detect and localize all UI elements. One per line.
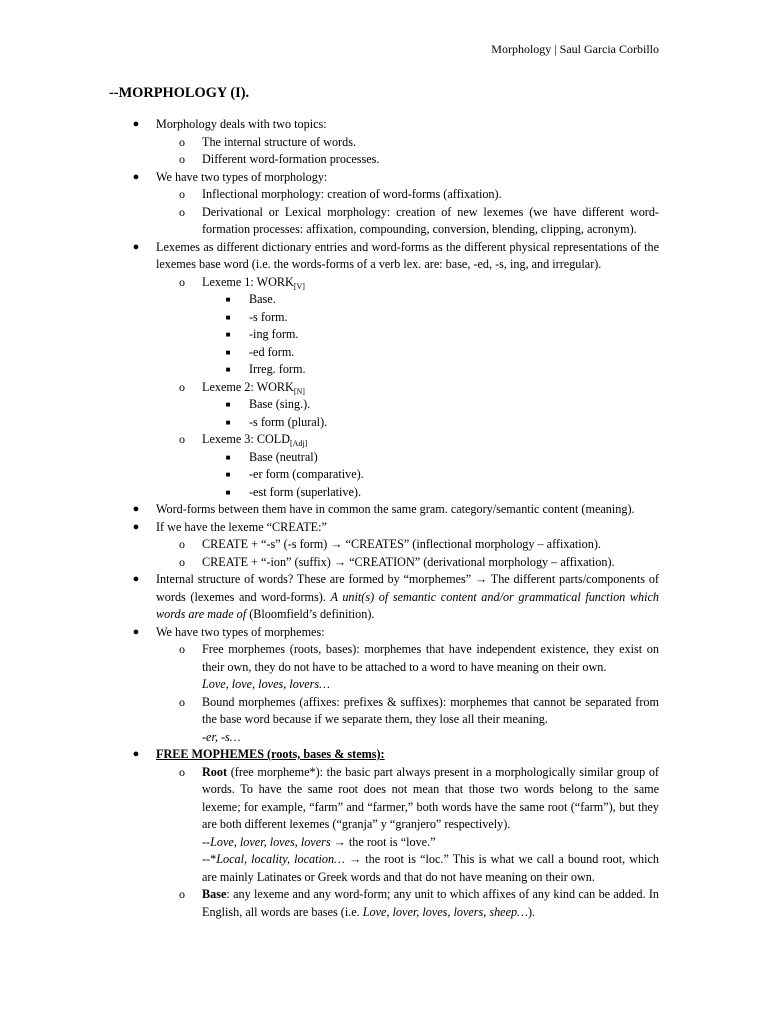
list-item-level-3 (225, 449, 659, 467)
circle-bullet-icon: o (179, 134, 185, 149)
text-segment: Inflectional morphology: creation of word-forms (affixation). (202, 187, 502, 201)
text-segment: -ed form. (249, 344, 295, 359)
list-item-level-3 (225, 466, 659, 484)
continuation-line (202, 851, 659, 886)
text-segment: FREE MOPHEMES (roots, bases & stems): (156, 747, 385, 761)
text-segment: Bound morphemes (affixes: prefixes & suffixes): morphemes that cannot be separated from the base word because if we separate them, they lose all their meaning. (202, 694, 659, 726)
dot-bullet-icon: ● (132, 118, 140, 130)
text-segment: We have two types of morphemes: (156, 624, 325, 639)
text-segment: We have two types of morphology: (156, 169, 328, 184)
circle-bullet-icon: o (179, 694, 185, 709)
circle-bullet-icon: o (179, 187, 185, 201)
text-segment: Base (sing.). (249, 397, 311, 411)
square-bullet-icon: ■ (225, 452, 231, 462)
list-item-level-2 (179, 886, 659, 921)
list-item-level-2 (179, 554, 659, 572)
dot-bullet-icon: ● (132, 625, 140, 638)
list-item-level-3 (225, 484, 659, 502)
list-item-level-3 (225, 291, 659, 309)
text-segment: Derivational or Lexical morphology: creation of new lexemes (we have different word-formation processes: affixation, compounding, conversion, blending, clipping, acronym). (202, 204, 659, 236)
circle-bullet-icon: o (179, 204, 185, 219)
list-item-level-3 (225, 326, 659, 344)
text-segment: Root (202, 764, 228, 779)
text-segment: [Adj] (290, 439, 308, 448)
text-segment: -est form (superlative). (249, 484, 362, 499)
text-segment: Irreg. form. (249, 362, 306, 376)
text-segment: [N] (293, 386, 305, 396)
dot-bullet-icon: ● (132, 748, 140, 760)
text-segment: Love, lover, loves, lovers, sheep… (362, 904, 528, 919)
text-segment: → the root is “loc.” This is what we call a bound root, which are mainly Latinates or Greek words and that do not have meaning on their own. (202, 852, 659, 884)
circle-bullet-icon: o (179, 887, 185, 901)
list-item-level-2 (179, 694, 659, 729)
text-segment: Word-forms between them have in common the same gram. category/semantic content (meaning). (156, 502, 635, 516)
text-segment: → the root is “love.” (330, 834, 436, 849)
square-bullet-icon: ■ (225, 417, 231, 427)
list-item-level-3 (225, 344, 659, 362)
list-item-level-1 (132, 239, 659, 274)
text-segment: Base (202, 887, 227, 901)
text-segment: Lexemes as different dictionary entries and word-forms as the different physical representations of the lexemes base word (i.e. the words-forms of a verb lex. are: base, -ed, -s, ing, and irregular). (156, 239, 659, 271)
circle-bullet-icon: o (179, 274, 185, 289)
square-bullet-icon: ■ (225, 487, 231, 497)
text-segment: -s form. (249, 309, 288, 324)
list-item-level-2 (179, 431, 659, 449)
list-item-level-2 (179, 379, 659, 397)
square-bullet-icon: ■ (225, 295, 231, 304)
text-segment: -ing form. (249, 327, 299, 341)
list-item-level-1 (132, 116, 659, 134)
list-item-level-1 (132, 624, 659, 642)
text-segment: (free morpheme*): the basic part always present in a morphologically similar group of words. To have the same root does not mean that those two words belong to the same lexeme; for example, “farm” and “farmer,” both words have the same root (“farm”), but they are both different lexemes (“granja” y “granjero” respectively). (202, 764, 659, 831)
list-item-level-1 (132, 571, 659, 624)
list-item-level-1 (132, 746, 659, 764)
text-segment: -- (202, 834, 211, 849)
document-title: --MORPHOLOGY (I). (109, 85, 250, 101)
dot-bullet-icon: ● (132, 240, 140, 253)
text-segment: -er, -s… (202, 729, 241, 744)
list-item-level-2 (179, 274, 659, 292)
text-segment: ). (527, 904, 536, 919)
text-segment: --* (202, 852, 217, 866)
text-segment: Lexeme 1: WORK (202, 274, 294, 289)
list-item-level-3 (225, 396, 659, 414)
text-segment: A unit(s) of semantic content and/or grammatical function which words are made of (156, 589, 659, 621)
page-header: Morphology | Saul Garcia Corbillo (491, 42, 659, 56)
text-segment: -er form (comparative). (249, 467, 364, 481)
circle-bullet-icon: o (179, 554, 185, 569)
circle-bullet-icon: o (179, 379, 185, 394)
text-segment: Base (neutral) (249, 449, 318, 464)
dot-bullet-icon: ● (132, 170, 140, 183)
list-item-level-2 (179, 134, 659, 152)
continuation-line (202, 676, 659, 694)
circle-bullet-icon: o (179, 764, 185, 779)
dot-bullet-icon: ● (132, 503, 140, 515)
list-item-level-3 (225, 414, 659, 432)
continuation-line (202, 729, 659, 747)
list-item-level-2 (179, 536, 659, 554)
square-bullet-icon: ■ (225, 365, 231, 374)
text-segment: Love, love, loves, lovers… (202, 677, 330, 691)
circle-bullet-icon: o (179, 642, 185, 656)
text-segment: Base. (249, 292, 276, 306)
square-bullet-icon: ■ (225, 347, 231, 357)
document-body (132, 116, 659, 921)
circle-bullet-icon: o (179, 152, 185, 166)
list-item-level-1 (132, 519, 659, 537)
text-segment: CREATE + “-ion” (suffix) → “CREATION” (derivational morphology – affixation). (202, 554, 615, 569)
list-item-level-3 (225, 309, 659, 327)
list-item-level-2 (179, 641, 659, 676)
list-item-level-2 (179, 764, 659, 834)
list-item-level-3 (225, 361, 659, 379)
square-bullet-icon: ■ (225, 470, 231, 479)
text-segment: The internal structure of words. (202, 134, 356, 149)
text-segment: If we have the lexeme “CREATE:” (156, 519, 327, 534)
square-bullet-icon: ■ (225, 330, 231, 339)
text-segment: Lexeme 2: WORK (202, 379, 294, 394)
text-segment: Love, lover, loves, lovers (210, 834, 331, 849)
circle-bullet-icon: o (179, 537, 185, 551)
list-item-level-2 (179, 186, 659, 204)
text-segment: Internal structure of words? These are formed by “morphemes” → The different parts/components of words (lexemes and word-forms). (156, 572, 659, 604)
text-segment: (Bloomfield’s definition). (246, 607, 375, 621)
text-segment: [V] (293, 281, 305, 291)
text-segment: Different word-formation processes. (202, 152, 380, 166)
list-item-level-1 (132, 169, 659, 187)
square-bullet-icon: ■ (225, 312, 231, 322)
text-segment: CREATE + “-s” (-s form) → “CREATES” (inflectional morphology – affixation). (202, 537, 601, 551)
text-segment: Local, locality, location… (216, 852, 345, 866)
text-segment: -s form (plural). (249, 414, 328, 429)
continuation-line (202, 834, 659, 852)
text-segment: Lexeme 3: COLD (202, 432, 290, 446)
list-item-level-2 (179, 151, 659, 169)
square-bullet-icon: ■ (225, 400, 231, 409)
list-item-level-2 (179, 204, 659, 239)
circle-bullet-icon: o (179, 432, 185, 446)
dot-bullet-icon: ● (132, 573, 140, 585)
dot-bullet-icon: ● (132, 520, 140, 533)
text-segment: Free morphemes (roots, bases): morphemes that have independent existence, they exist on their own, they do not have to be attached to a word to have meaning on their own. (202, 642, 659, 674)
text-segment: Morphology deals with two topics: (156, 117, 327, 131)
text-segment: : any lexeme and any word-form; any unit to which affixes of any kind can be added. In English, all words are bases (i.e. (202, 887, 659, 919)
list-item-level-1 (132, 501, 659, 519)
